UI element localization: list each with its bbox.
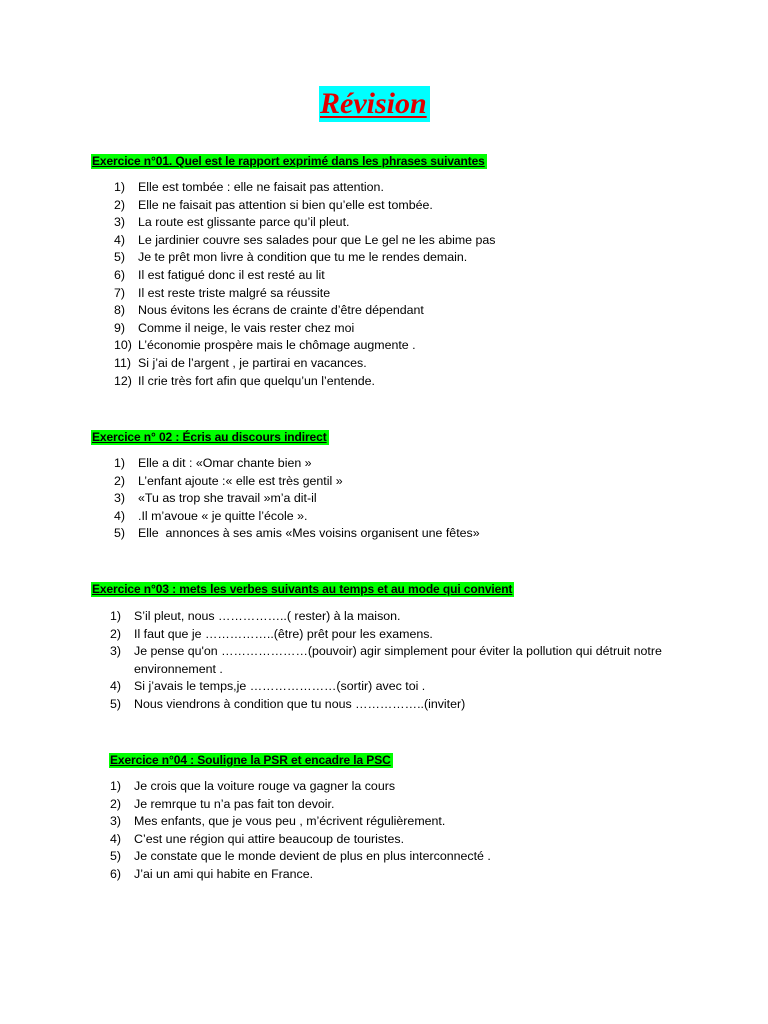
list-item (114, 455, 714, 473)
list-item (110, 626, 690, 644)
item-number: 4) (110, 679, 122, 694)
item-text: Je te prêt mon livre à condition que tu me le rendes demain. (138, 250, 468, 265)
list-item (110, 608, 690, 626)
list-item (114, 355, 714, 373)
item-text: Mes enfants, que je vous peu , m’écrivent régulièrement. (134, 814, 446, 829)
item-number: 2) (110, 626, 122, 641)
item-number: 5) (110, 696, 122, 711)
list-item (114, 302, 714, 320)
item-number: 1) (110, 779, 122, 793)
item-text: Je crois que la voiture rouge va gagner la cours (134, 779, 396, 793)
item-number: 8) (114, 303, 126, 318)
item-number: 3) (114, 491, 126, 506)
list-item (114, 337, 714, 355)
item-number: 6) (110, 866, 122, 881)
list-item (114, 214, 714, 232)
list-item (114, 508, 714, 526)
item-text: Elle ne faisait pas attention si bien qu’elle est tombée. (138, 197, 433, 212)
item-text: Elle est tombée : elle ne faisait pas attention. (138, 180, 384, 194)
item-text: Il crie très fort afin que quelqu’un l’entende. (138, 373, 375, 388)
list-item (110, 643, 686, 678)
item-text: La route est glissante parce qu’il pleut. (138, 215, 350, 230)
item-number: 2) (110, 796, 122, 811)
list-item (114, 373, 714, 391)
item-number: 3) (110, 814, 122, 829)
item-text: Nous évitons les écrans de crainte d’être dépendant (138, 303, 424, 318)
list-item (114, 525, 714, 543)
item-number: 6) (114, 267, 126, 282)
exercise-3-list (110, 608, 690, 714)
title-block (319, 86, 430, 122)
list-item (114, 179, 714, 197)
list-item (114, 285, 714, 303)
exercise-2-list (114, 455, 714, 543)
list-item (114, 232, 714, 250)
item-text: L’économie prospère mais le chômage augmente . (138, 338, 416, 353)
item-text: Je remrque tu n’a pas fait ton devoir. (134, 796, 335, 811)
item-number: 7) (114, 285, 126, 300)
item-text: Je pense qu'on …………………(pouvoir) agir simplement pour éviter la pollution qui détruit notre environnement . (134, 644, 662, 676)
item-number: 2) (114, 197, 126, 212)
list-item (114, 473, 714, 491)
list-item (114, 320, 714, 338)
item-number: 4) (110, 831, 122, 846)
list-item (110, 696, 690, 714)
item-number: 5) (114, 526, 126, 541)
item-text: Je constate que le monde devient de plus en plus interconnecté . (134, 849, 491, 864)
item-text: L’enfant ajoute :« elle est très gentil » (138, 473, 343, 488)
exercise-4-heading: Exercice n°04 : Souligne la PSR et encadre la PSC (110, 753, 391, 767)
item-number: 11) (114, 355, 131, 370)
item-text: Il faut que je ……………..(être) prêt pour les examens. (134, 626, 433, 641)
item-text: Le jardinier couvre ses salades pour que Le gel ne les abime pas (138, 232, 496, 247)
list-item (110, 866, 710, 884)
item-number: 1) (114, 456, 126, 470)
list-item (110, 678, 690, 696)
item-number: 9) (114, 320, 126, 335)
list-item (114, 249, 714, 267)
item-text: «Tu as trop she travail »m’a dit-il (138, 491, 317, 506)
list-item (110, 796, 710, 814)
item-text: Si j’avais le temps,je …………………(sortir) avec toi . (134, 679, 426, 694)
page-title: Révision (319, 86, 430, 122)
item-number: 3) (114, 215, 126, 230)
item-text: Il est reste triste malgré sa réussite (138, 285, 331, 300)
exercise-3-heading: Exercice n°03 : mets les verbes suivants au temps et au mode qui convient (92, 582, 513, 596)
list-item (110, 813, 710, 831)
item-text: Comme il neige, le vais rester chez moi (138, 320, 355, 335)
list-item (110, 778, 710, 796)
list-item (110, 831, 710, 849)
list-item (110, 848, 710, 866)
item-text: S’il pleut, nous ……………..( rester) à la maison. (134, 609, 401, 623)
item-number: 3) (110, 644, 122, 659)
exercise-4-list (110, 778, 710, 884)
item-number: 4) (114, 232, 126, 247)
item-text: Nous viendrons à condition que tu nous ……………..(inviter) (134, 696, 466, 711)
item-number: 4) (114, 508, 126, 523)
list-item (114, 267, 714, 285)
item-number: 5) (110, 849, 122, 864)
item-number: 10) (114, 338, 132, 353)
item-number: 1) (110, 609, 122, 623)
item-number: 12) (114, 373, 132, 388)
list-item (114, 197, 714, 215)
exercise-1-list (114, 179, 714, 390)
item-text: Elle a dit : «Omar chante bien » (138, 456, 312, 470)
list-item (114, 490, 714, 508)
item-number: 5) (114, 250, 126, 265)
item-text: J’ai un ami qui habite en France. (134, 866, 314, 881)
item-number: 2) (114, 473, 126, 488)
exercise-1-heading: Exercice n°01. Quel est le rapport exprimé dans les phrases suivantes (92, 154, 485, 168)
item-text: Si j’ai de l’argent , je partirai en vacances. (138, 355, 367, 370)
item-text: C’est une région qui attire beaucoup de touristes. (134, 831, 405, 846)
item-text: Elle annonces à ses amis «Mes voisins organisent une fêtes» (138, 526, 480, 541)
item-text: Il est fatigué donc il est resté au lit (138, 267, 325, 282)
exercise-2-heading: Exercice n° 02 : Écris au discours indirect (92, 430, 327, 444)
item-text: .Il m’avoue « je quitte l’école ». (138, 508, 308, 523)
item-number: 1) (114, 180, 126, 194)
